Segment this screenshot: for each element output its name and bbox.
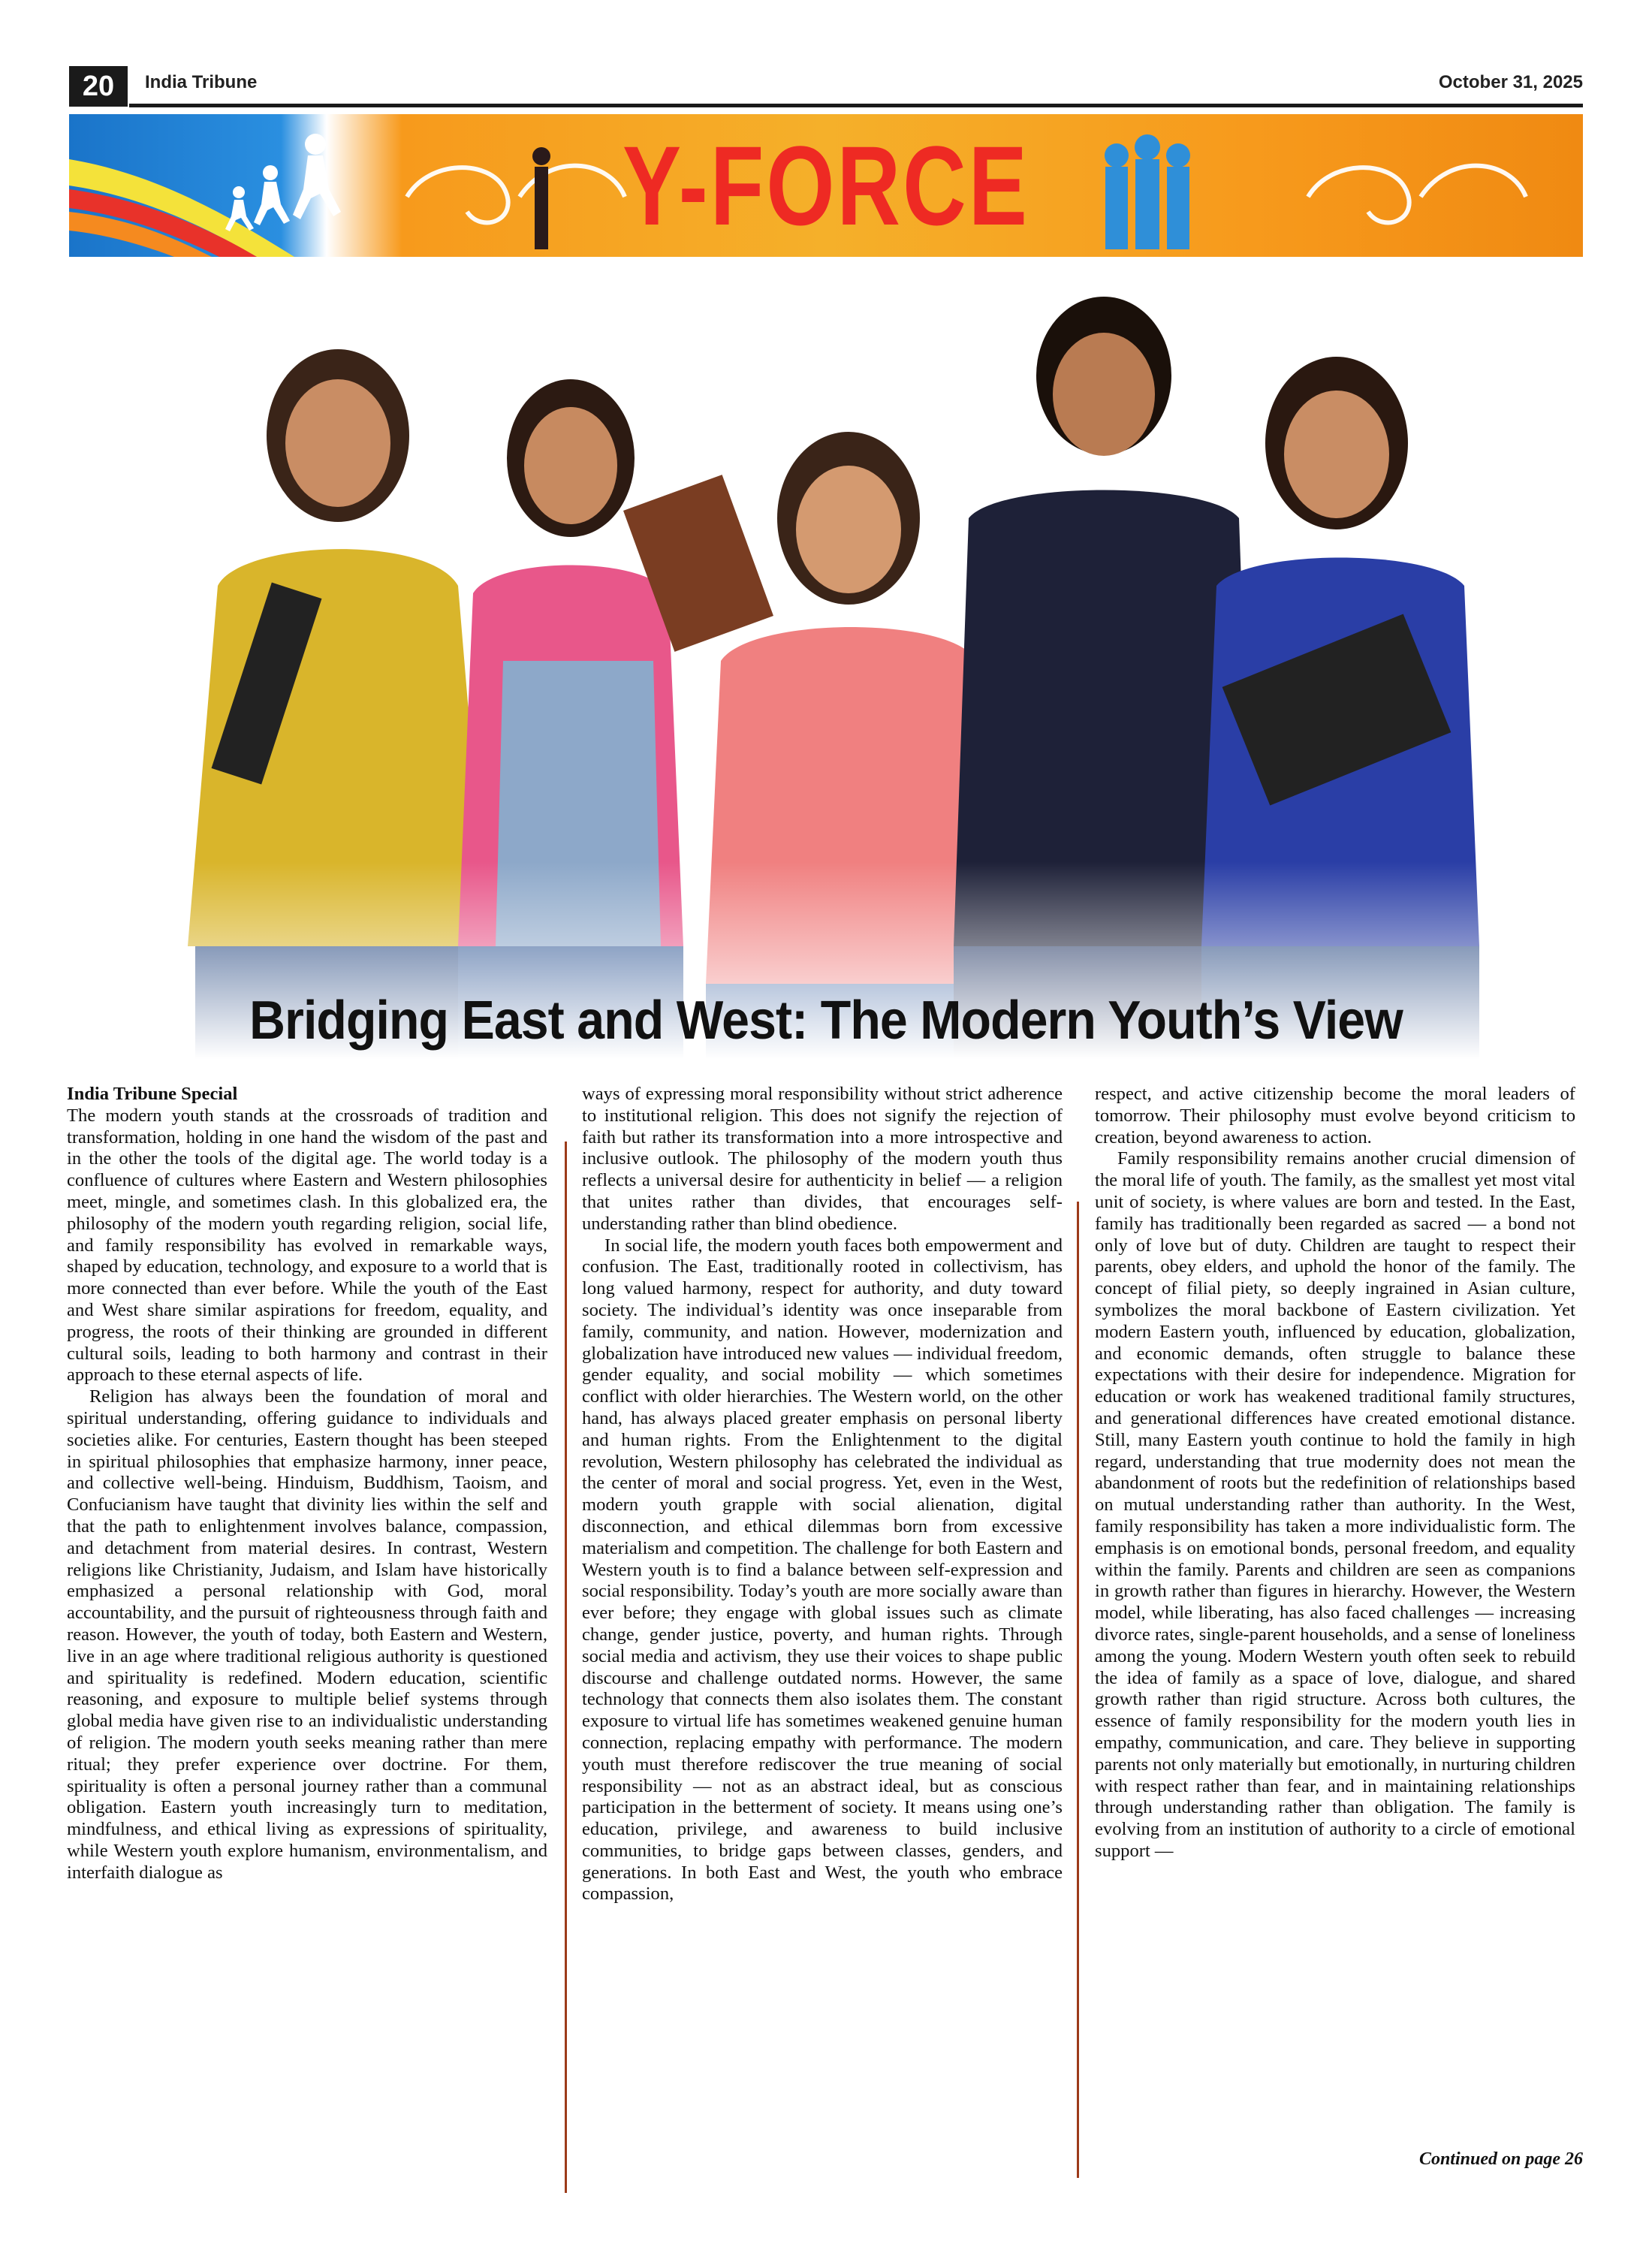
banner-title: Y-FORCE [623, 122, 1029, 249]
article-column-1 [67, 1084, 547, 1884]
byline: India Tribune Special [67, 1084, 238, 1104]
hero-photo [128, 270, 1524, 1059]
page-number: 20 [69, 66, 128, 107]
section-banner [69, 114, 1583, 257]
article-column-2 [582, 1084, 1063, 1905]
article-paragraph: ways of expressing moral responsibility without strict adherence to institutional religion. This does not signify the rejection of faith but rather its transformation into a more introspective and inclusive outlook. The philosophy of the modern youth thus reflects a universal desire for authenticity in belief — a religion that unites rather than divides, that encourages self-understanding rather than blind obedience. [582, 1084, 1063, 1234]
continued-note: Continued on page 26 [1418, 2149, 1583, 2169]
article-paragraph: Family responsibility remains another crucial dimension of the moral life of youth. The family, as the smallest yet most vital unit of society, is where values are born and tested. In the East, family has traditionally been regarded as sacred — a bond not only of love but of duty. Children are taught to respect their parents, obey elders, and uphold the honor of the family. The concept of filial piety, so deeply ingrained in Asian culture, symbolizes the moral backbone of Eastern civilization. Yet modern Eastern youth, influenced by education, globalization, and economic demands, often struggle to balance these expectations with their desire for independence. Migration for education or work has weakened traditional family structures, and generational differences have created emotional distance. Still, many Eastern youth continue to hold the family in high regard, understanding that true modernity does not mean the abandonment of roots but the redefinition of relationships based on mutual understanding rather than authority. In the West, family responsibility has taken a more individualistic form. The emphasis is on emotional bonds, personal freedom, and equality within the family. Parents and children are seen as companions in growth rather than figures in hierarchy. However, the Western model, while liberating, has also faced challenges — increasing divorce rates, single-parent households, and a sense of loneliness among the young. Modern Western youth often seek to rebuild the idea of family as a space of love, dialogue, and shared growth rather than rigid structure. Across both cultures, the essence of family responsibility for the modern youth lies in empathy, communication, and care. They believe in supporting parents not only materially but emotionally, in nurturing children with respect rather than fear, and in maintaining relationships through understanding rather than obligation. The family is evolving from an institution of authority to a circle of emotional support — [1095, 1148, 1575, 1861]
article-paragraph: Religion has always been the foundation of moral and spiritual understanding, offering guidance to individuals and societies alike. For centuries, Eastern thought has been steeped in spiritual philosophies that emphasize harmony, inner peace, and collective well-being. Hinduism, Buddhism, Taoism, and Confucianism have taught that divinity lies within the self and that the path to enlightenment involves balance, compassion, and detachment from material desires. In contrast, Western religions like Christianity, Judaism, and Islam have historically emphasized a personal relationship with God, moral accountability, and the pursuit of righteousness through faith and reason. However, the youth of today, both Eastern and Western, live in an age where traditional religious authority is questioned and spirituality is redefined. Modern education, scientific reasoning, and exposure to multiple belief systems through global media have given rise to an individualistic understanding of religion. The modern youth seeks meaning rather than mere ritual; they prefer experience over doctrine. For them, spirituality is often a personal journey rather than a communal obligation. Eastern youth increasingly turn to meditation, mindfulness, and ethical living as expressions of spirituality, while Western youth explore humanism, environmentalism, and interfaith dialogue as [67, 1386, 547, 1883]
headline: Bridging East and West: The Modern Youth’s View [249, 991, 1403, 1051]
article-column-3 [1095, 1084, 1575, 1862]
column-rule-right [1077, 1202, 1079, 2178]
article-paragraph: In social life, the modern youth faces both empowerment and confusion. The East, traditionally rooted in collectivism, has long valued harmony, respect for authority, and duty toward society. The individual’s identity was once inseparable from family, community, and nation. However, modernization and globalization have introduced new values — individual freedom, gender equality, and social mobility — which sometimes conflict with older hierarchies. The Western world, on the other hand, has always placed greater emphasis on personal liberty and human rights. From the Enlightenment to the digital revolution, Western philosophy has celebrated the individual as the center of moral and social progress. Yet, even in the West, modern youth grapple with social alienation, digital disconnection, and ethical dilemmas born from excessive materialism and competition. The challenge for both Eastern and Western youth is to find a balance between self-expression and social responsibility. Today’s youth are more socially aware than ever before; they engage with global issues such as climate change, gender justice, poverty, and human rights. Through social media and activism, they use their voices to shape public discourse and challenge outdated norms. However, the same technology that connects them also isolates them. The constant exposure to virtual life has sometimes weakened genuine human connection, replacing empathy with performance. The modern youth must therefore rediscover the true meaning of social responsibility — not as an abstract ideal, but as conscious participation in the betterment of society. It means using one’s education, privilege, and awareness to build inclusive communities, to bridge gaps between classes, genders, and generations. In both East and West, the youth who embrace compassion, [582, 1235, 1063, 1905]
header-rule [129, 104, 1583, 107]
column-rule-left [565, 1142, 567, 2193]
publication-name: India Tribune [145, 72, 258, 92]
issue-date: October 31, 2025 [1438, 72, 1583, 92]
article-paragraph: The modern youth stands at the crossroads of tradition and transformation, holding in one hand the wisdom of the past and in the other the tools of the digital age. The world today is a confluence of cultures where Eastern and Western philosophies meet, mingle, and sometimes clash. In this globalized era, the philosophy of the modern youth regarding religion, social life, and family responsibility has evolved in remarkable ways, shaped by education, technology, and exposure to a world that is more connected than ever before. While the youth of the East and West share similar aspirations for freedom, equality, and progress, the roots of their thinking are grounded in different cultural soils, leading to both harmony and contrast in their approach to these eternal aspects of life. [67, 1105, 547, 1386]
article-paragraph: respect, and active citizenship become the moral leaders of tomorrow. Their philosophy must evolve beyond criticism to creation, beyond awareness to action. [1095, 1084, 1575, 1148]
